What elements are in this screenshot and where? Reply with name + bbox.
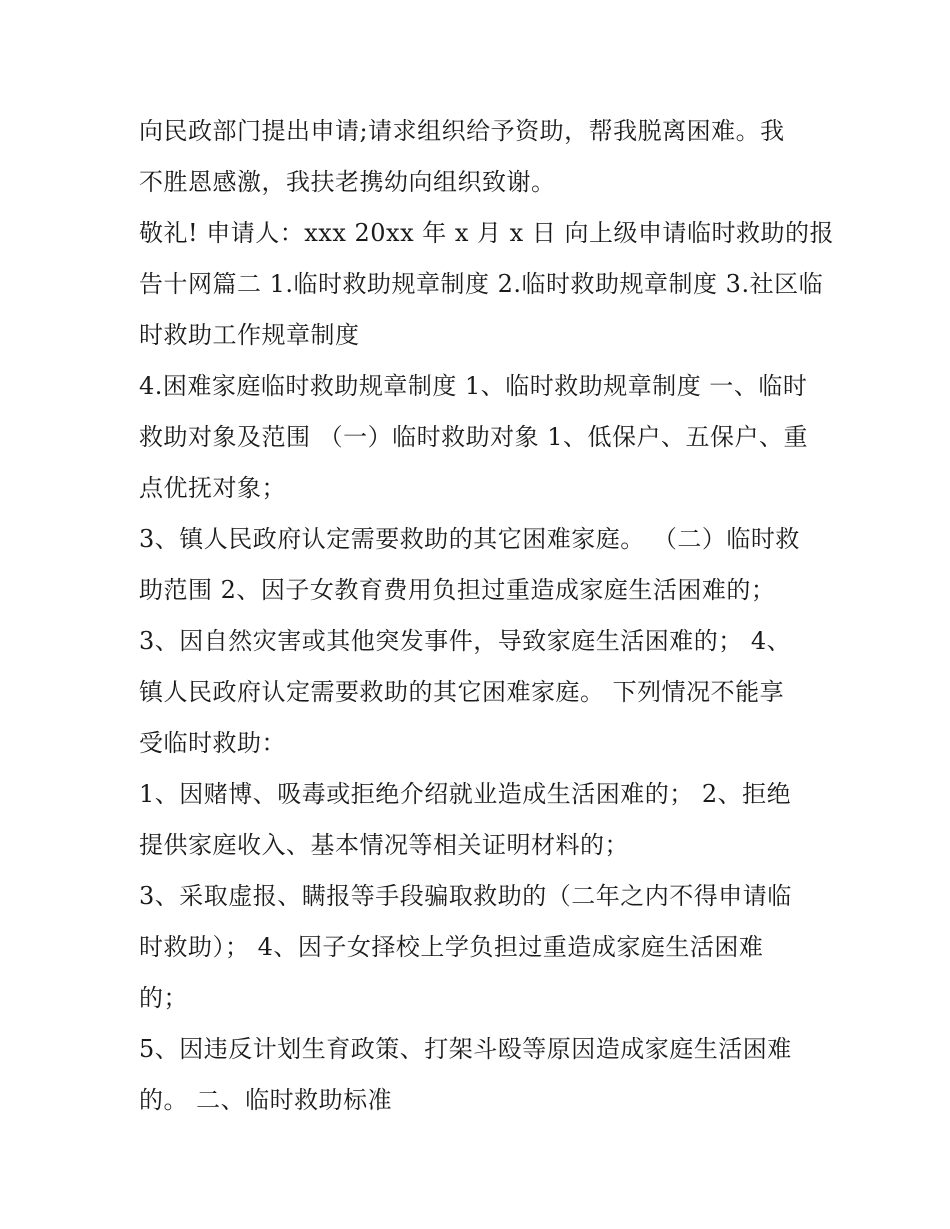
text-line: 提供家庭收入、基本情况等相关证明材料的；: [139, 831, 629, 859]
text-line: 时救助工作规章制度: [139, 321, 360, 349]
text-line: 3、镇人民政府认定需要救助的其它困难家庭。 （二）临时救: [139, 525, 800, 553]
text-line: 的。 二、临时救助标准: [139, 1086, 393, 1114]
text-line: 1、因赌博、吸毒或拒绝介绍就业造成生活困难的； 2、拒绝: [139, 780, 792, 808]
text-line: 告十网篇二 1.临时救助规章制度 2.临时救助规章制度 3.社区临: [139, 270, 824, 298]
text-line: 3、因自然灾害或其他突发事件，导致家庭生活困难的； 4、: [139, 627, 792, 655]
text-line: 救助对象及范围 （一）临时救助对象 1、低保户、五保户、重: [139, 423, 809, 451]
text-line: 受临时救助：: [139, 729, 286, 757]
text-line: 镇人民政府认定需要救助的其它困难家庭。 下列情况不能享: [139, 678, 785, 706]
text-line: 4.困难家庭临时救助规章制度 1、临时救助规章制度 一、临时: [139, 372, 808, 400]
document-body: [139, 106, 834, 1126]
text-line: 敬礼! 申请人：xxx 20xx 年 x 月 x 日 向上级申请临时救助的报: [139, 219, 834, 247]
text-line: 5、因违反计划生育政策、打架斗殴等原因造成家庭生活困难: [139, 1035, 792, 1063]
text-line: 不胜恩感激，我扶老携幼向组织致谢。: [139, 168, 556, 196]
text-line: 3、采取虚报、瞒报等手段骗取救助的（二年之内不得申请临: [139, 882, 792, 910]
text-line: 时救助）； 4、因子女择校上学负担过重造成家庭生活困难: [139, 933, 764, 961]
text-line: 助范围 2、因子女教育费用负担过重造成家庭生活困难的；: [139, 576, 776, 604]
text-line: 的；: [139, 984, 188, 1012]
text-line: 向民政部门提出申请;请求组织给予资助，帮我脱离困难。我: [139, 117, 785, 145]
text-line: 点优抚对象；: [139, 474, 286, 502]
